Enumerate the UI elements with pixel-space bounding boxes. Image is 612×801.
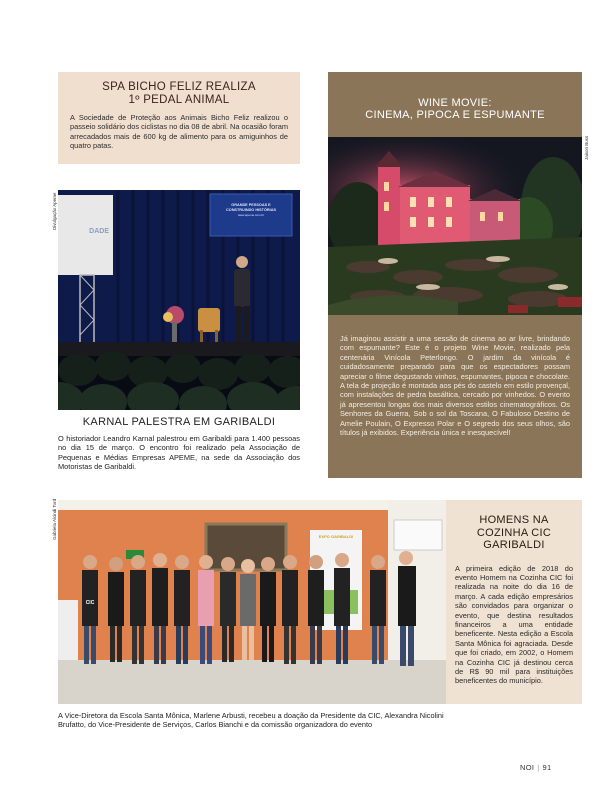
- homens-cozinha-title: [455, 514, 573, 552]
- karnal-photo-credit: Divulgação Apeme: [52, 192, 57, 230]
- page-number: 91: [542, 763, 552, 772]
- screen-text-line2: CONSTRUINDO HISTÓRIAS: [226, 208, 276, 212]
- wine-title-line1: WINE MOVIE:: [418, 97, 492, 109]
- spa-article-body: A Sociedade de Proteção aos Animais Bicho Feliz realizou o passeio solidário dos ciclistas no dia 08 de abril. Na ocasião foram arrecadados mais de 600 kg de alimento para os amiguinhos de quatro patas.: [70, 113, 288, 151]
- homens-title-line3: GARIBALDI: [483, 539, 545, 551]
- spa-title-line1: SPA BICHO FELIZ REALIZA: [102, 81, 256, 93]
- screen-text-line1: GRANDE PESSOAS E: [231, 203, 271, 207]
- group-photo-caption: A Vice-Diretora da Escola Santa Mônica, Marlene Arbusti, recebeu a doação da Presidente da CIC, Alexandra Nicolini Brufatto, do Vice-Presidente de Serviços, Carlos Bianchi e da comissão organizadora do evento: [58, 711, 444, 730]
- wine-movie-body: Já imaginou assistir a uma sessão de cinema ao ar livre, brindando com espumante? Este é o projeto Wine Movie, realizado pela centenária Vinícola Peterlongo. O jardim da vinícola é cuidadosamente preparado para que os espectadores possam apreciar o filme degustando vinhos, espumantes, pipoca e chocolate. A tela de projeção é montada aos pés do castelo em estilo provençal, com instalações de pedra basáltica, cercado por vinhedos. O evento já apresentou longas dos mais diversos estilos cinematográficos. Os Senhores da Guerra, Sob o sol da Toscana, O Fabuloso Destino de Amelie Poulain, O Expresso Polar e O segredo dos seus olhos, são títulos já exibidos. Experiência única e inesquecível!: [340, 334, 570, 438]
- karnal-article-body: O historiador Leandro Karnal palestrou em Garibaldi para 1.400 pessoas no dia 15 de março. O encontro foi realizado pela Associação de Pequenas e Médias Empresas APEME, na sede da Associação dos Motoristas de Garibaldi.: [58, 434, 300, 472]
- homens-title-line1: HOMENS NA: [479, 514, 549, 526]
- homens-title-line2: COZINHA CIC: [476, 526, 552, 539]
- group-illustration: [58, 500, 446, 704]
- homens-cozinha-body: A primeira edição de 2018 do evento Homem na Cozinha CIC foi realizada na noite do dia 16 de março. A cada edição empresários são convidados para organizar o evento, que destina resultados financeiros a uma entidade beneficente. Nesta edição a Escola Santa Mônica foi agraciada. Desde que foi criado, em 2002, o Homem na Cozinha CIC já destinou cerca de R$ 90 mil para instituições beneficentes do município.: [455, 563, 573, 686]
- expo-banner-text: EXPO GARIBALDI: [318, 534, 354, 539]
- wine-title-line2: CINEMA, PIPOCA E ESPUMANTE: [365, 109, 545, 121]
- wine-movie-photo: [328, 137, 582, 315]
- left-screen-text: DADE: [89, 228, 109, 235]
- group-photo-credit: Gabriela Alcindi Tord: [52, 498, 57, 540]
- wine-movie-article-box: [328, 72, 582, 478]
- projection-screen-text: [210, 203, 292, 218]
- page-footer: [520, 763, 551, 772]
- spa-title-line2: 1º PEDAL ANIMAL: [128, 93, 230, 106]
- stage-illustration: [58, 190, 300, 410]
- wine-photo-credit: Jaison Buss: [584, 135, 589, 160]
- apron-logo: CIC: [85, 600, 95, 606]
- wine-movie-title: [328, 72, 582, 121]
- magazine-name: NOI: [520, 763, 535, 772]
- karnal-lecture-photo: [58, 190, 300, 410]
- cic-group-photo: [58, 500, 446, 704]
- footer-separator: |: [537, 763, 540, 772]
- spa-article-box: [58, 72, 300, 164]
- homens-cozinha-article-box: [446, 500, 582, 704]
- screen-text-url: www.apeme.com.br: [237, 213, 265, 217]
- spa-article-title: [70, 81, 288, 106]
- karnal-article-title: KARNAL PALESTRA EM GARIBALDI: [82, 416, 276, 428]
- castle-night-illustration: [328, 137, 582, 315]
